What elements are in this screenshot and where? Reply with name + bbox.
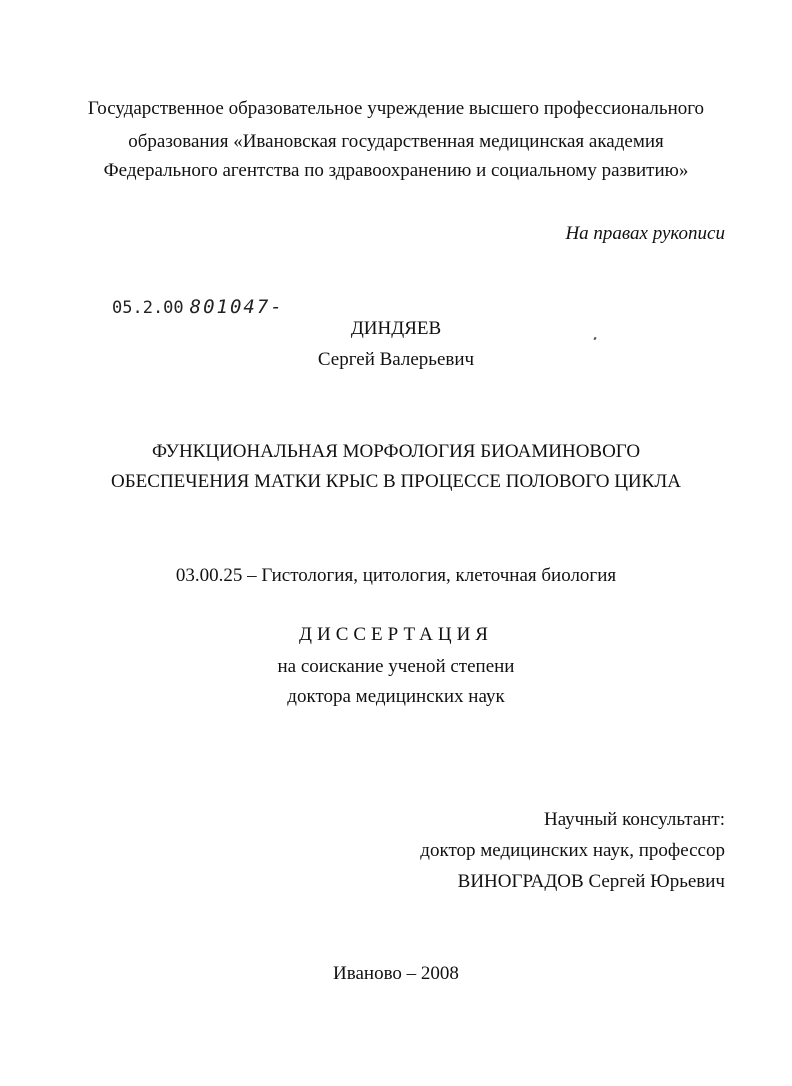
consultant-name: ВИНОГРАДОВ Сергей Юрьевич xyxy=(457,871,725,892)
library-stamp xyxy=(112,296,284,319)
stamp-code: 05.2.00 xyxy=(112,298,184,318)
dissertation-heading: ДИССЕРТАЦИЯ xyxy=(299,624,493,645)
institution-line-3: Федерального агентства по здравоохранению и социальному развитию» xyxy=(103,160,689,181)
institution-line-2: образования «Ивановская государственная медицинская академия xyxy=(128,131,664,152)
dissertation-line-1: на соискание ученой степени xyxy=(277,656,515,677)
dissertation-line-2: доктора медицинских наук xyxy=(287,686,505,707)
manuscript-note: На правах рукописи xyxy=(565,223,725,244)
stamp-number: 801047- xyxy=(189,296,284,318)
title-line-1: ФУНКЦИОНАЛЬНАЯ МОРФОЛОГИЯ БИОАМИНОВОГО xyxy=(151,441,641,462)
title-line-2: ОБЕСПЕЧЕНИЯ МАТКИ КРЫС В ПРОЦЕССЕ ПОЛОВОГО ЦИКЛА xyxy=(111,471,681,492)
author-name: Сергей Валерьевич xyxy=(317,349,475,370)
specialty: 03.00.25 – Гистология, цитология, клеточная биология xyxy=(175,565,617,586)
consultant-label: Научный консультант: xyxy=(543,809,725,830)
consultant-degree: доктор медицинских наук, профессор xyxy=(420,840,725,861)
city-year: Иваново – 2008 xyxy=(333,963,459,984)
author-surname: ДИНДЯЕВ xyxy=(350,318,442,339)
institution-line-1: Государственное образовательное учреждение высшего профессионального xyxy=(87,98,705,119)
